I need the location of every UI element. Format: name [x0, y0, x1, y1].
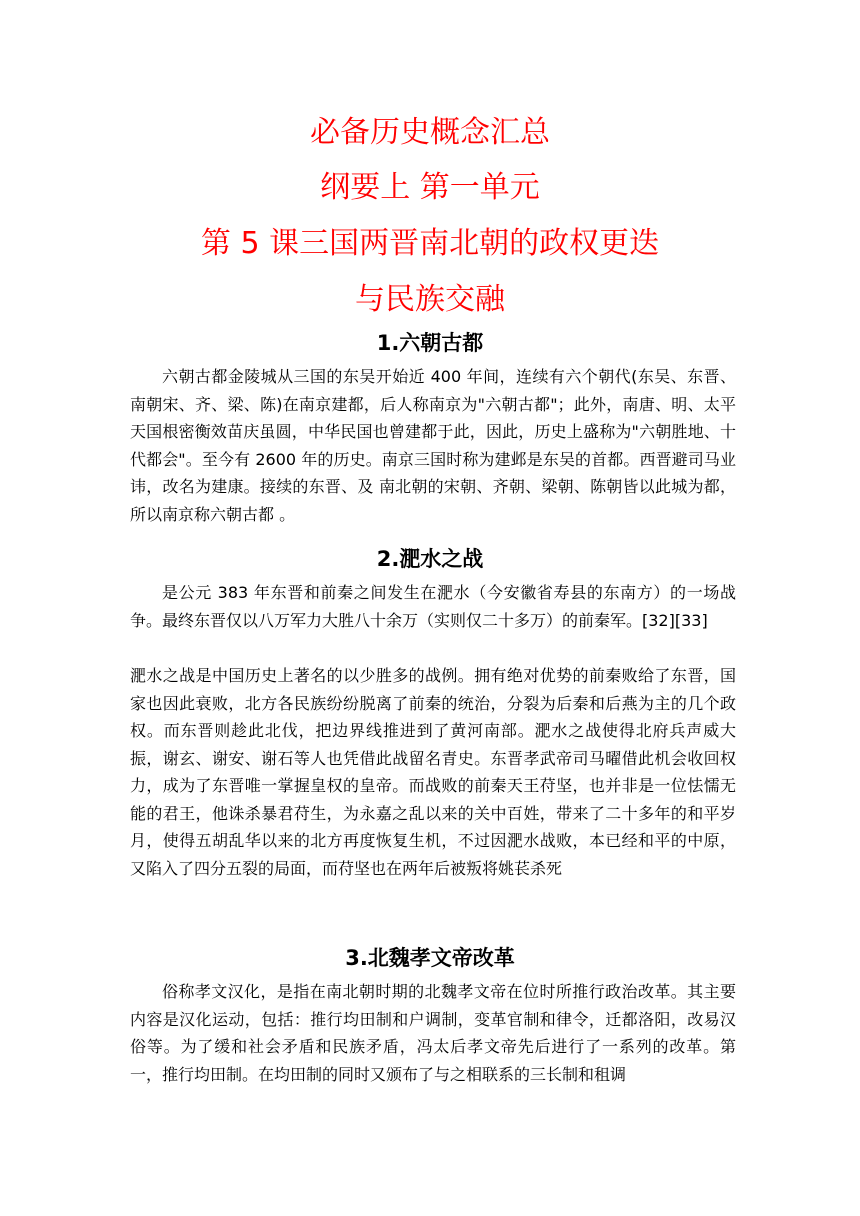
- section-3-paragraph: 俗称孝文汉化，是指在南北朝时期的北魏孝文帝在位时所推行政治改革。其主要内容是汉化运动，包括：推行均田制和户调制，变革官制和律令，迁都洛阳，改易汉俗等。为了缓和社会矛盾和民族矛盾，冯太后孝文帝先后进行了一系列的改革。第一，推行均田制。在均田制的同时又颁布了与之相联系的三长制和租调: [130, 982, 736, 1084]
- section-1-paragraph: 六朝古都金陵城从三国的东吴开始近 400 年间，连续有六个朝代(东吴、东晋、南朝宋、齐、梁、陈)在南京建都，后人称南京为"六朝古都"；此外，南唐、明、太平天国根密衡效苗庆虽圆，中华民国也曾建都于此，因此，历史上盛称为"六朝胜地、十代都会"。至今有 2600 年的历史。南京三国时称为建邺是东吴的首都。西晋避司马业讳，改名为建康。接续的东晋、及 南北朝的宋朝、齐朝、梁朝、陈朝皆以此城为都，所以南京称六朝古都 。: [130, 367, 736, 524]
- section-2-paragraph-1: 是公元 383 年东晋和前秦之间发生在淝水（今安徽省寿县的东南方）的一场战争。最终东晋仅以八万军力大胜八十余万（实则仅二十多万）的前秦军。[32][33]: [130, 583, 736, 630]
- doc-title-line-2: 纲要上 第一单元: [320, 170, 540, 205]
- doc-title-line-3: 第 5 课三国两晋南北朝的政权更迭: [200, 226, 660, 261]
- doc-title-line-4: 与民族交融: [355, 282, 505, 317]
- section-heading-1: 1.六朝古都: [376, 331, 484, 355]
- section-2-paragraph-2: 淝水之战是中国历史上著名的以少胜多的战例。拥有绝对优势的前秦败给了东晋，国家也因此衰败，北方各民族纷纷脱离了前秦的统治，分裂为后秦和后燕为主的几个政权。而东晋则趁此北伐，把边界线推进到了黄河南部。淝水之战使得北府兵声威大振，谢玄、谢安、谢石等人也凭借此战留名青史。东晋孝武帝司马曜借此机会收回权力，成为了东晋唯一掌握皇权的皇帝。而战败的前秦天王苻坚，也并非是一位怯懦无能的君王，他诛杀暴君苻生，为永嘉之乱以来的关中百姓，带来了二十多年的和平岁月，使得五胡乱华以来的北方再度恢复生机，不过因淝水战败，本已经和平的中原，又陷入了四分五裂的局面，而苻坚也在两年后被叛将姚苌杀死: [130, 666, 736, 878]
- doc-title-line-1: 必备历史概念汇总: [310, 115, 550, 150]
- section-heading-2: 2.淝水之战: [376, 547, 484, 571]
- section-heading-3: 3.北魏孝文帝改革: [345, 946, 515, 970]
